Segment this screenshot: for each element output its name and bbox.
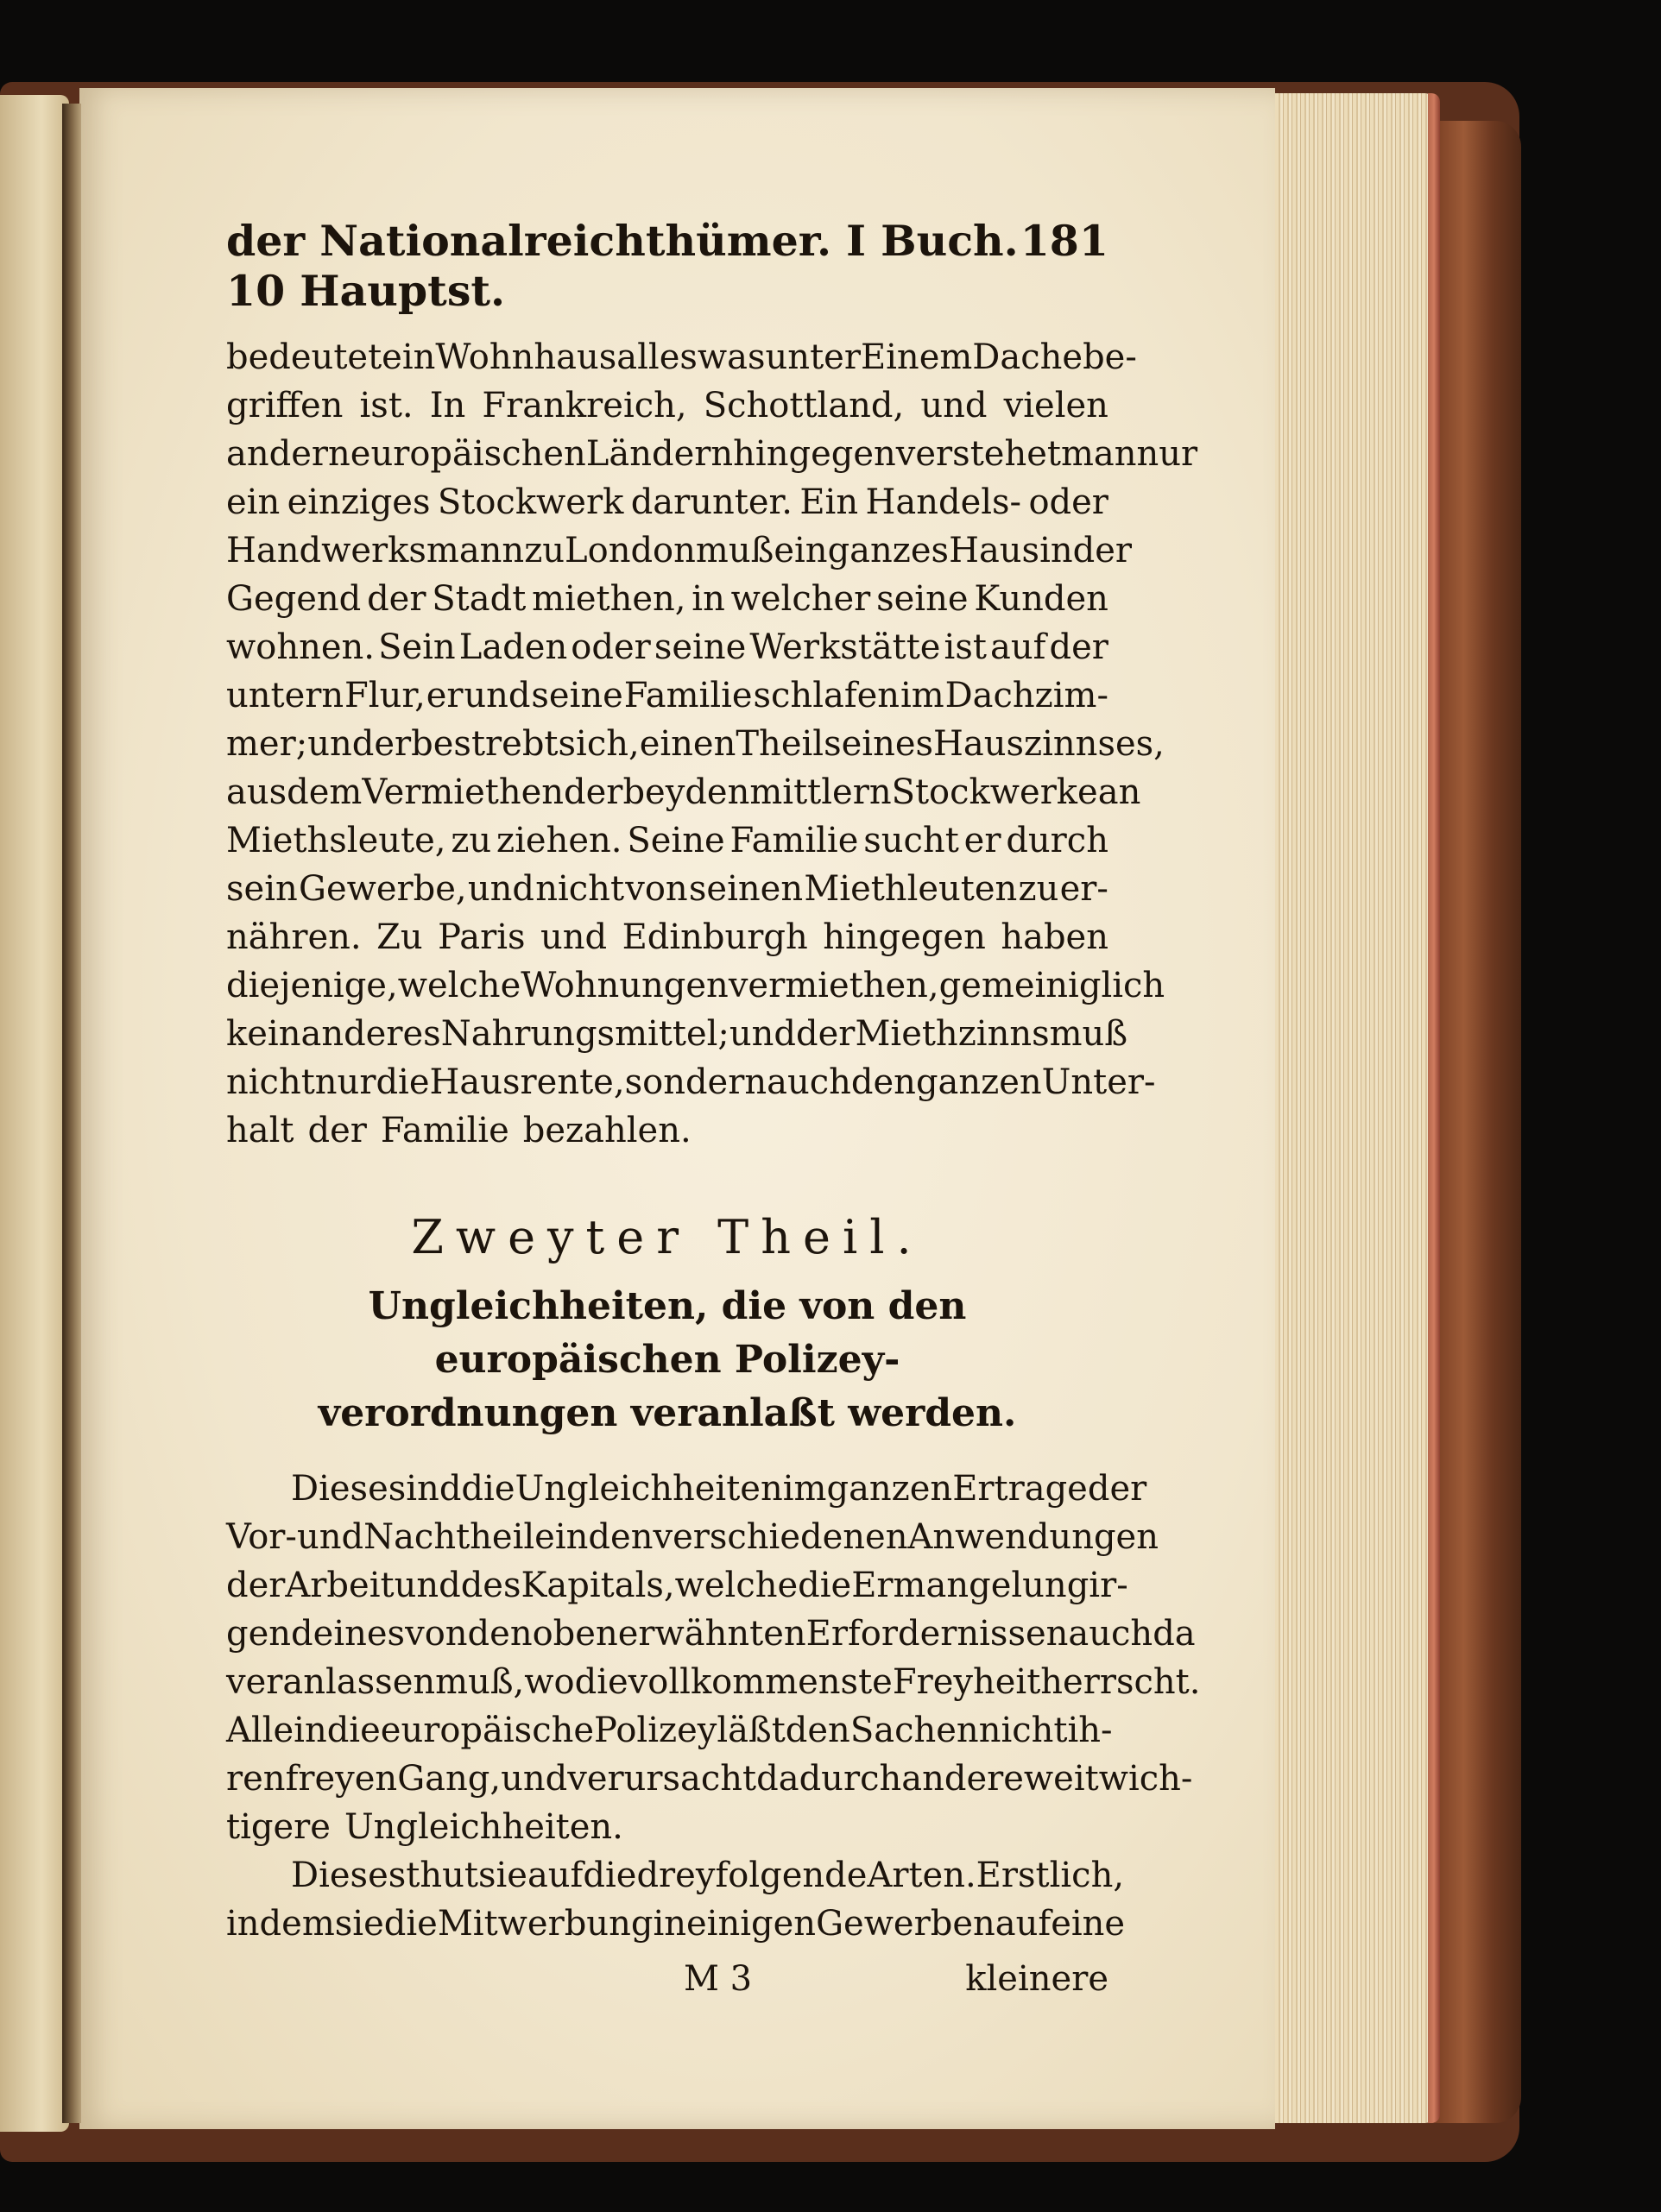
word: Arbeit	[285, 1566, 395, 1605]
word: von	[405, 1614, 468, 1654]
word: nähren.	[226, 917, 362, 957]
word: aus	[226, 772, 287, 812]
word: halt	[226, 1111, 294, 1150]
text-line	[226, 720, 1165, 768]
word: und	[296, 1517, 364, 1557]
word: Kunden	[974, 579, 1108, 619]
left-page-edge	[0, 95, 69, 2132]
word: ganzen	[826, 1469, 953, 1509]
page-footer	[226, 1955, 1108, 2003]
word: die	[574, 1662, 628, 1702]
word: Haus	[949, 531, 1040, 570]
word: seines	[824, 724, 934, 764]
word: vielen	[1003, 386, 1108, 425]
word: der	[796, 1014, 856, 1054]
word: drey	[636, 1856, 716, 1895]
text-line	[226, 768, 1141, 816]
text-line	[226, 1610, 1196, 1658]
word: weit	[1023, 1759, 1099, 1799]
word: Wohnungen	[521, 966, 729, 1005]
word: hingegen	[823, 917, 986, 957]
word: Dache	[972, 337, 1083, 377]
word: zu	[1018, 869, 1059, 909]
section-title: Zweyter Theil.	[411, 1210, 924, 1264]
text-line	[226, 1561, 1128, 1610]
word: Miethsleute,	[226, 821, 446, 860]
word: Anwendungen	[907, 1517, 1159, 1557]
word: Handels-	[865, 482, 1022, 522]
word: Dachzim-	[944, 676, 1108, 715]
word: ganzes	[827, 531, 950, 570]
word: be-	[1083, 337, 1137, 377]
text-line	[226, 671, 1108, 720]
word: veranlassen	[226, 1662, 436, 1702]
book-gutter	[62, 104, 81, 2123]
word: einigen	[686, 1904, 817, 1944]
word: und	[540, 917, 608, 957]
text-line	[226, 1900, 1126, 1948]
text-line	[226, 961, 1165, 1010]
word: Gang,	[397, 1759, 502, 1799]
word: haben	[1001, 917, 1108, 957]
text-line	[226, 526, 1133, 575]
word: Dieses	[291, 1856, 407, 1895]
word: untern	[226, 676, 344, 715]
word: die	[383, 1904, 438, 1944]
word: Familie	[623, 676, 753, 715]
word: oben	[532, 1614, 618, 1654]
word: in	[692, 579, 725, 619]
word: Ungleichheiten.	[344, 1807, 623, 1847]
word: im	[900, 676, 944, 715]
signature-mark: M 3	[684, 1959, 753, 1999]
subtitle-line: Ungleichheiten, die von den europäischen Polizey-	[368, 1284, 967, 1382]
word: Erfordernissen	[805, 1614, 1069, 1654]
word: Ertrage	[952, 1469, 1088, 1509]
word: anderes	[300, 1014, 441, 1054]
word: Einem	[860, 337, 973, 377]
text-line	[226, 1755, 1193, 1803]
word: ein	[774, 531, 828, 570]
word: verursacht	[567, 1759, 757, 1799]
book-cover-edge	[1435, 121, 1521, 2123]
word: Familie	[729, 821, 859, 860]
word: alles	[616, 337, 698, 377]
word: dem	[287, 772, 363, 812]
word: Stockwerk	[437, 482, 624, 522]
word: in	[653, 1904, 686, 1944]
word: einziges	[287, 482, 431, 522]
word: herrscht.	[1040, 1662, 1201, 1702]
word: Schottland,	[703, 386, 905, 425]
word: Polizey	[594, 1711, 717, 1750]
word: Ein	[799, 482, 859, 522]
word: nicht	[978, 1711, 1068, 1750]
word: der	[226, 1566, 286, 1605]
word: folgende	[715, 1856, 868, 1895]
word: sie	[334, 1904, 384, 1944]
word: darunter.	[630, 482, 793, 522]
word: hingegen	[733, 434, 896, 474]
subtitle-line: verordnungen veranlaßt werden.	[318, 1391, 1017, 1435]
word: miethen,	[532, 579, 686, 619]
word: vermiethen,	[728, 966, 939, 1005]
word: Erstlich,	[976, 1856, 1125, 1895]
text-line	[226, 478, 1108, 526]
word: Freyheit	[892, 1662, 1041, 1702]
word: Hausrente,	[429, 1062, 625, 1102]
word: der	[564, 772, 623, 812]
word: im	[782, 1469, 827, 1509]
word: oder	[1028, 482, 1108, 522]
text-line	[226, 430, 1198, 478]
word: Familie	[380, 1111, 509, 1150]
word: andere	[901, 1759, 1024, 1799]
word: sondern	[624, 1062, 767, 1102]
text-line	[226, 913, 1108, 961]
word: den	[785, 1711, 850, 1750]
word: läßt	[717, 1711, 786, 1750]
catchword: kleinere	[965, 1959, 1108, 1999]
word: kein	[226, 1014, 301, 1054]
word: mer;	[226, 724, 308, 764]
word: Seine	[627, 821, 725, 860]
word: was	[697, 337, 766, 377]
word: auch	[1068, 1614, 1153, 1654]
word: Kapitals,	[521, 1566, 675, 1605]
word: europäische	[380, 1711, 595, 1750]
word: Laden	[458, 627, 568, 667]
word: freyen	[285, 1759, 398, 1799]
word: muß,	[435, 1662, 525, 1702]
word: ist.	[359, 386, 414, 425]
text-line	[226, 381, 1108, 430]
word: muß	[1049, 1014, 1128, 1054]
word: der	[307, 1111, 367, 1150]
word: ein	[382, 337, 436, 377]
word: ih-	[1067, 1711, 1113, 1750]
word: die	[376, 1062, 430, 1102]
word: erwähnten	[617, 1614, 806, 1654]
word: griffen	[226, 386, 344, 425]
word: Handwerksmann	[226, 531, 525, 570]
word: der	[1049, 627, 1108, 667]
word: und	[501, 1759, 568, 1799]
word: nicht	[226, 1062, 315, 1102]
word: ganzen	[915, 1062, 1042, 1102]
word: verstehet	[895, 434, 1061, 474]
text-line	[226, 1803, 1108, 1851]
word: Miethzinns	[855, 1014, 1050, 1054]
word: Theil	[736, 724, 824, 764]
word: wo	[524, 1662, 575, 1702]
word: den	[588, 1517, 654, 1557]
word: diejenige,	[226, 966, 398, 1005]
word: Werkstätte	[749, 627, 941, 667]
word: von	[625, 869, 688, 909]
word: auf	[990, 627, 1046, 667]
word: schlafen	[753, 676, 900, 715]
word: in	[554, 1517, 589, 1557]
text-line	[226, 1058, 1156, 1106]
section-subtitle	[226, 1280, 1108, 1440]
word: Gegend	[226, 579, 362, 619]
word: Nachtheile	[363, 1517, 555, 1557]
paragraph-2	[226, 1465, 1201, 1851]
text-block	[226, 216, 1201, 2003]
word: des	[460, 1566, 521, 1605]
word: und	[307, 724, 375, 764]
word: Unter-	[1041, 1062, 1156, 1102]
word: Wohnhaus	[435, 337, 617, 377]
word: Gewerben	[816, 1904, 995, 1944]
word: indem	[226, 1904, 335, 1944]
word: ir-	[1089, 1566, 1128, 1605]
word: sein	[226, 869, 298, 909]
text-line	[226, 865, 1108, 913]
word: Stadt	[432, 579, 527, 619]
word: ziehen.	[496, 821, 622, 860]
word: und	[394, 1566, 461, 1605]
word: Ermangelung	[851, 1566, 1089, 1605]
word: Flur,	[344, 676, 426, 715]
word: den	[467, 1614, 533, 1654]
word: sich,	[558, 724, 640, 764]
text-line	[226, 1658, 1201, 1706]
word: Diese	[291, 1469, 388, 1509]
word: Zu	[376, 917, 423, 957]
text-line	[226, 575, 1108, 623]
word: Edinburgh	[622, 917, 808, 957]
word: Ländern	[585, 434, 734, 474]
word: Hauszinnses,	[933, 724, 1165, 764]
word: beyden	[622, 772, 750, 812]
word: auf	[527, 1856, 584, 1895]
word: er	[426, 676, 464, 715]
word: Arten.	[867, 1856, 976, 1895]
word: Mitwerbung	[437, 1904, 654, 1944]
page-edges	[1275, 93, 1435, 2123]
word: den	[850, 1062, 916, 1102]
word: Nahrungsmittel;	[440, 1014, 729, 1054]
word: andern	[226, 434, 351, 474]
word: die	[461, 1469, 515, 1509]
running-title: der Nationalreichthümer. I Buch. 10 Hauptst.	[226, 216, 1019, 316]
text-line	[226, 1513, 1159, 1561]
word: Sein	[378, 627, 456, 667]
word: In	[429, 386, 466, 425]
word: mittlern	[749, 772, 892, 812]
word: ein	[226, 482, 281, 522]
word: die	[326, 1711, 381, 1750]
text-line	[226, 816, 1108, 865]
word: nicht	[535, 869, 625, 909]
word: durch	[1006, 821, 1108, 860]
word: er	[963, 821, 1001, 860]
word: er	[374, 724, 412, 764]
word: vollkommenste	[628, 1662, 893, 1702]
text-line	[226, 1106, 1108, 1155]
word: tigere	[226, 1807, 331, 1847]
word: eine	[1051, 1904, 1126, 1944]
word: an	[1097, 772, 1141, 812]
word: bezahlen.	[522, 1111, 692, 1150]
word: ren	[226, 1759, 286, 1799]
word: Miethleuten	[804, 869, 1018, 909]
word: London	[565, 531, 696, 570]
word: sucht	[863, 821, 959, 860]
text-line	[226, 333, 1137, 381]
word: unter	[765, 337, 861, 377]
word: zu	[451, 821, 492, 860]
page-number: 181	[1020, 216, 1108, 266]
word: in	[1039, 531, 1073, 570]
text-line	[226, 1010, 1128, 1058]
word: die	[798, 1566, 852, 1605]
word: sie	[477, 1856, 527, 1895]
word: Ungleichheiten	[515, 1469, 783, 1509]
word: die	[583, 1856, 637, 1895]
word: oder	[571, 627, 651, 667]
word: und	[467, 869, 534, 909]
word: europäischen	[350, 434, 586, 474]
word: seine	[876, 579, 969, 619]
word: ist	[944, 627, 987, 667]
word: welcher	[730, 579, 871, 619]
word: Paris	[438, 917, 526, 957]
word: Sachen	[849, 1711, 979, 1750]
word: seine	[531, 676, 623, 715]
word: sind	[388, 1469, 462, 1509]
word: Vor-	[226, 1517, 297, 1557]
paragraph-3	[226, 1851, 1126, 1948]
word: der	[1087, 1469, 1147, 1509]
text-line	[226, 1851, 1125, 1900]
word: nur	[1136, 434, 1198, 474]
word: wich-	[1098, 1759, 1193, 1799]
word: gemeiniglich	[938, 966, 1165, 1005]
word: auf	[995, 1904, 1052, 1944]
text-line	[226, 1465, 1147, 1513]
word: und	[729, 1014, 797, 1054]
word: nur	[314, 1062, 376, 1102]
word: verschiedenen	[653, 1517, 908, 1557]
word: da	[1153, 1614, 1196, 1654]
word: und	[920, 386, 988, 425]
word: eines	[313, 1614, 406, 1654]
word: einen	[639, 724, 736, 764]
word: dadurch	[756, 1759, 902, 1799]
word: welche	[674, 1566, 799, 1605]
word: welche	[397, 966, 521, 1005]
word: auch	[767, 1062, 851, 1102]
word: und	[464, 676, 531, 715]
word: zu	[524, 531, 565, 570]
text-line	[226, 1706, 1113, 1755]
word: seinen	[688, 869, 804, 909]
word: der	[1072, 531, 1133, 570]
word: Gewerbe,	[298, 869, 467, 909]
word: man	[1060, 434, 1137, 474]
text-line	[226, 623, 1108, 671]
running-header	[226, 216, 1108, 316]
word: thut	[406, 1856, 478, 1895]
word: Stockwerke	[891, 772, 1098, 812]
word: wohnen.	[226, 627, 375, 667]
word: bestrebt	[411, 724, 559, 764]
word: muß	[695, 531, 774, 570]
word: gend	[226, 1614, 313, 1654]
word: der	[367, 579, 426, 619]
word: er-	[1059, 869, 1108, 909]
word: bedeutet	[226, 337, 382, 377]
paragraph-1	[226, 333, 1198, 1155]
word: Vermiethen	[362, 772, 565, 812]
word: Allein	[226, 1711, 327, 1750]
word: seine	[654, 627, 747, 667]
word: Frankreich,	[482, 386, 687, 425]
